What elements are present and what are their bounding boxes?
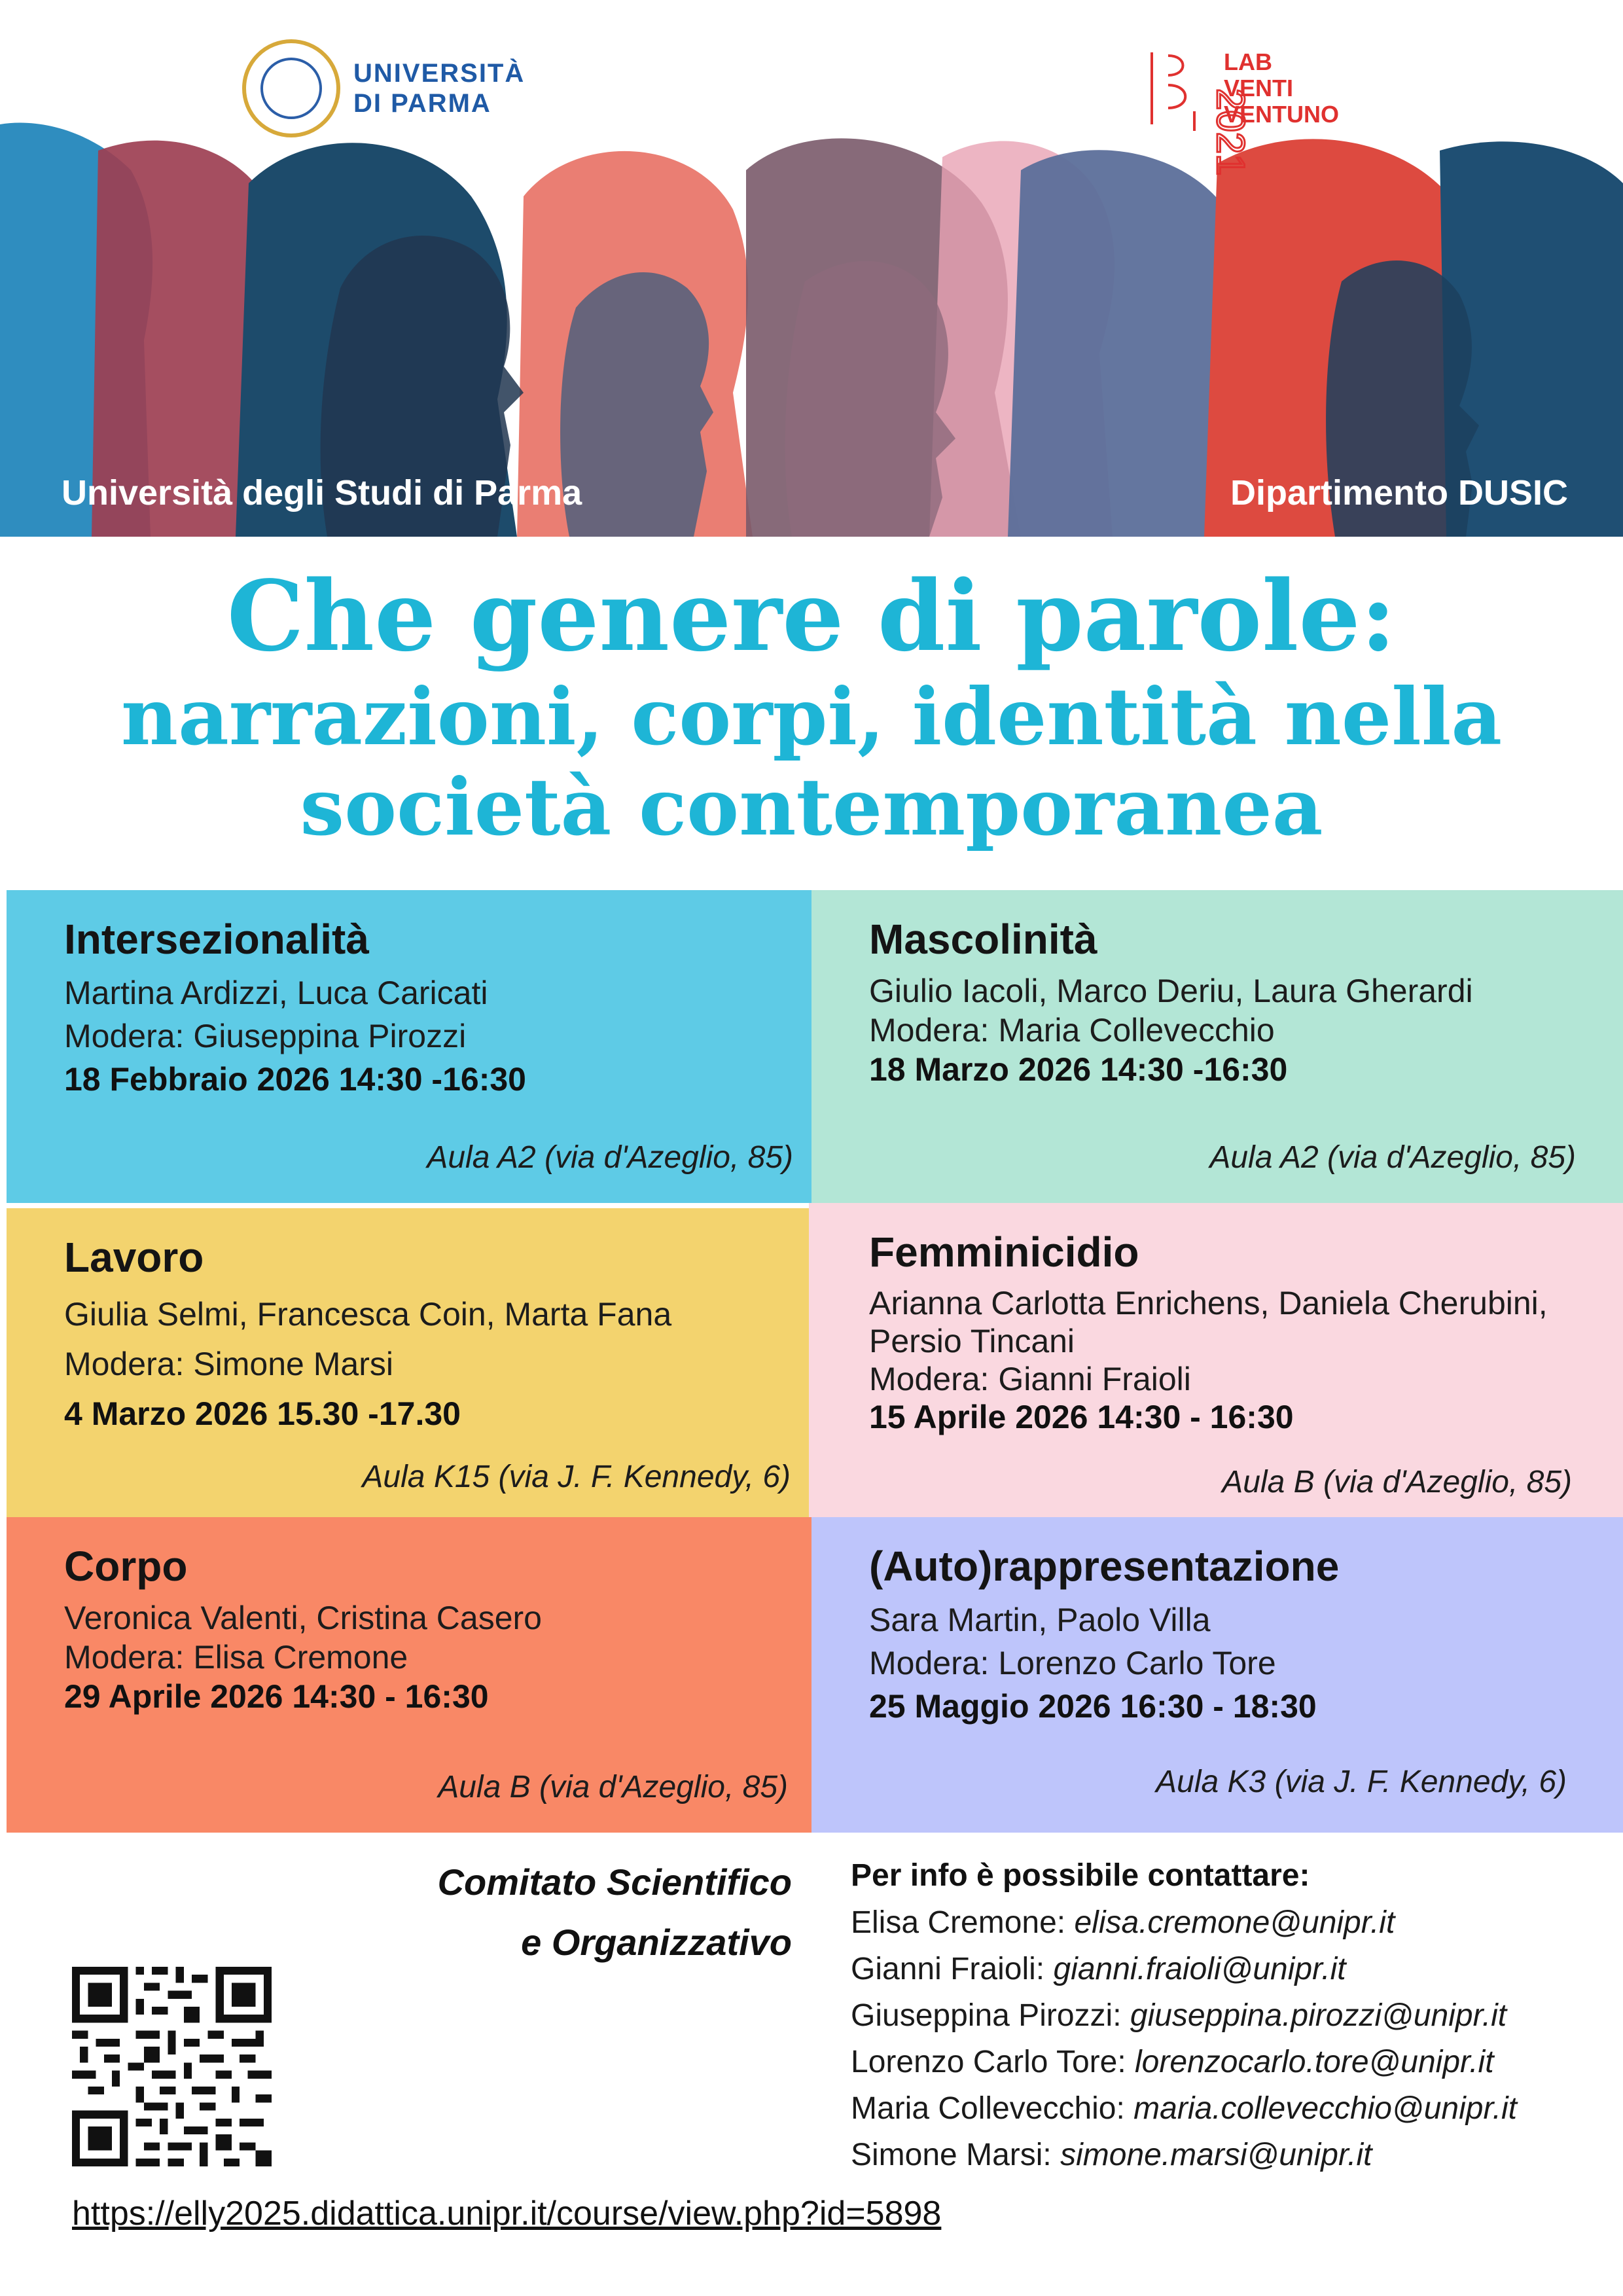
poster-title: [0, 560, 1623, 853]
event-card-corpo: [7, 1517, 812, 1833]
university-seal-icon: [242, 39, 340, 137]
contact-name: Elisa Cremone:: [851, 1905, 1075, 1940]
university-logo: [242, 39, 525, 137]
contact-email[interactable]: simone.marsi@unipr.it: [1060, 2138, 1372, 2172]
event-room: Aula A2 (via d'Azeglio, 85): [427, 1140, 793, 1175]
event-speakers-continued: Persio Tincani: [869, 1323, 1075, 1359]
event-room: Aula K15 (via J. F. Kennedy, 6): [362, 1460, 791, 1494]
event-card-femminicidio: [809, 1203, 1623, 1522]
event-speakers: Arianna Carlotta Enrichens, Daniela Cherubini,: [869, 1285, 1548, 1321]
university-caption: Università degli Studi di Parma: [62, 473, 582, 512]
event-title: Femminicidio: [869, 1229, 1139, 1276]
svg-text:2021: 2021: [1209, 88, 1253, 176]
contact-email[interactable]: lorenzocarlo.tore@unipr.it: [1135, 2045, 1494, 2079]
lab-logo-line2: VENTI: [1224, 75, 1294, 101]
contacts-block: [851, 1852, 1610, 2178]
event-date: 4 Marzo 2026 15.30 -17.30: [64, 1395, 461, 1432]
event-moderator: Modera: Giuseppina Pirozzi: [64, 1018, 467, 1054]
contacts-heading: Per info è possibile contattare:: [851, 1858, 1310, 1893]
event-title: (Auto)rappresentazione: [869, 1543, 1340, 1590]
event-card-autorappresentazione: [812, 1517, 1623, 1833]
contact-name: Giuseppina Pirozzi:: [851, 1998, 1130, 2033]
event-room: Aula B (via d'Azeglio, 85): [438, 1770, 788, 1804]
event-speakers: Veronica Valenti, Cristina Casero: [64, 1600, 542, 1636]
contact-name: Gianni Fraioli:: [851, 1952, 1054, 1986]
contact-row: [851, 1946, 1610, 1992]
qr-code-icon[interactable]: [72, 1967, 272, 2166]
event-date: 15 Aprile 2026 14:30 - 16:30: [869, 1399, 1294, 1435]
event-title: Intersezionalità: [64, 916, 369, 963]
course-link[interactable]: https://elly2025.didattica.unipr.it/course/view.php?id=5898: [72, 2195, 942, 2233]
event-date: 29 Aprile 2026 14:30 - 16:30: [64, 1678, 489, 1715]
contact-name: Lorenzo Carlo Tore:: [851, 2045, 1135, 2079]
event-moderator: Modera: Gianni Fraioli: [869, 1361, 1191, 1397]
event-moderator: Modera: Lorenzo Carlo Tore: [869, 1645, 1276, 1681]
event-title: Corpo: [64, 1543, 188, 1590]
event-speakers: Giulia Selmi, Francesca Coin, Marta Fana: [64, 1296, 672, 1333]
event-room: Aula A2 (via d'Azeglio, 85): [1209, 1140, 1576, 1175]
contact-email[interactable]: maria.collevecchio@unipr.it: [1133, 2091, 1518, 2126]
lab-logo: [1139, 39, 1340, 176]
lab-logo-line3: VENTUNO: [1224, 101, 1340, 128]
event-date: 18 Febbraio 2026 14:30 -16:30: [64, 1061, 526, 1098]
event-moderator: Modera: Simone Marsi: [64, 1346, 393, 1382]
event-speakers: Martina Ardizzi, Luca Caricati: [64, 975, 488, 1011]
contact-name: Simone Marsi:: [851, 2138, 1061, 2172]
event-card-intersezionalita: [7, 890, 812, 1203]
university-logo-line1: UNIVERSITÀ: [353, 59, 526, 88]
title-line-2: narrazioni, corpi, identità nella: [120, 671, 1503, 763]
header-banner: [0, 0, 1623, 537]
event-speakers: Giulio Iacoli, Marco Deriu, Laura Gherardi: [869, 973, 1473, 1009]
contact-row: [851, 2085, 1610, 2132]
lab-logo-line1: LAB: [1224, 48, 1272, 75]
event-date: 25 Maggio 2026 16:30 - 18:30: [869, 1688, 1317, 1725]
event-speakers: Sara Martin, Paolo Villa: [869, 1602, 1211, 1638]
contact-row: [851, 2039, 1610, 2085]
event-card-mascolinita: [812, 890, 1623, 1203]
contact-row: [851, 2132, 1610, 2178]
contact-name: Maria Collevecchio:: [851, 2091, 1134, 2126]
event-room: Aula B (via d'Azeglio, 85): [1222, 1465, 1572, 1499]
event-room: Aula K3 (via J. F. Kennedy, 6): [1156, 1765, 1567, 1799]
committee-line-1: Comitato Scientifico: [437, 1861, 792, 1903]
university-logo-line2: DI PARMA: [353, 89, 491, 118]
contact-row: [851, 1992, 1610, 2039]
contact-email[interactable]: gianni.fraioli@unipr.it: [1053, 1952, 1346, 1986]
department-caption: Dipartimento DUSIC: [1230, 473, 1568, 512]
event-card-lavoro: [7, 1208, 809, 1522]
title-line-3: società contemporanea: [300, 761, 1323, 853]
event-title: Mascolinità: [869, 916, 1097, 963]
committee-label: [366, 1852, 792, 1973]
event-moderator: Modera: Maria Collevecchio: [869, 1012, 1275, 1049]
committee-line-2: e Organizzativo: [521, 1922, 792, 1963]
event-moderator: Modera: Elisa Cremone: [64, 1639, 408, 1676]
event-date: 18 Marzo 2026 14:30 -16:30: [869, 1051, 1288, 1088]
title-line-1: Che genere di parole:: [226, 559, 1397, 673]
contact-row: [851, 1899, 1610, 1946]
contact-email[interactable]: giuseppina.pirozzi@unipr.it: [1130, 1998, 1507, 2033]
contact-email[interactable]: elisa.cremone@unipr.it: [1074, 1905, 1395, 1940]
event-title: Lavoro: [64, 1234, 204, 1281]
